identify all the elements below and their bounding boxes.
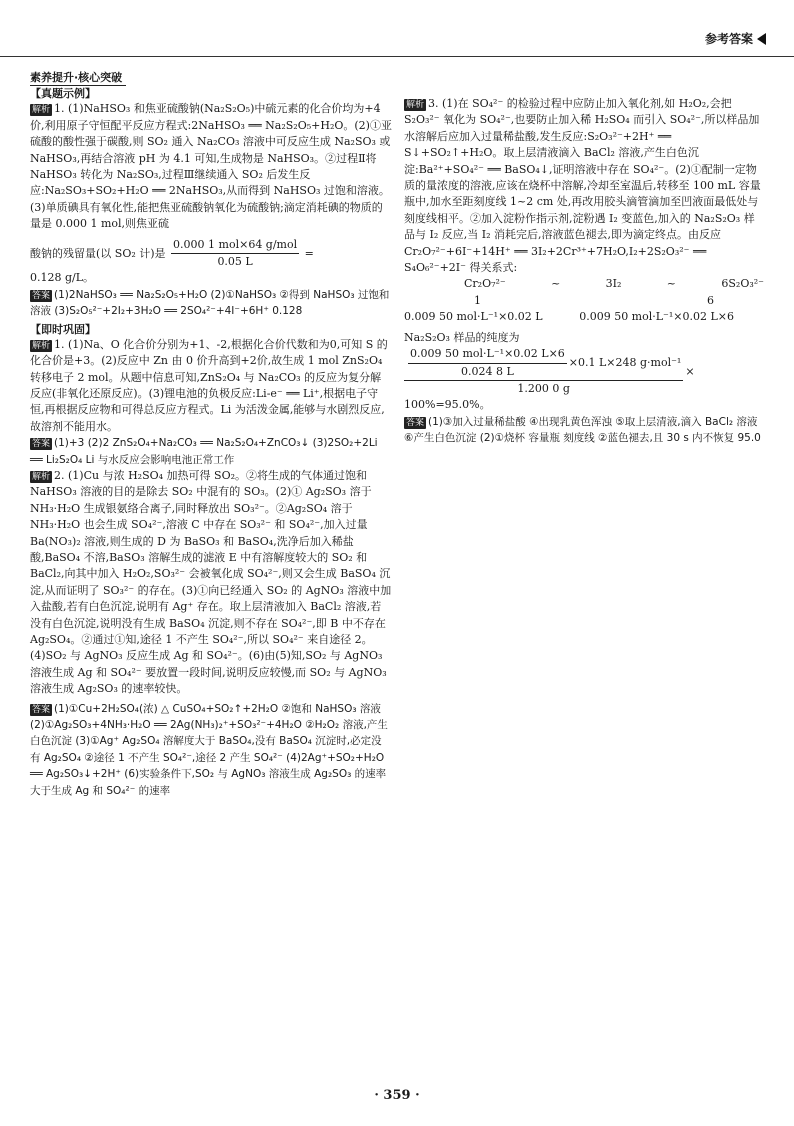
section-title: 素养提升·核心突破 — [30, 70, 126, 86]
header-divider — [0, 56, 794, 57]
relation-species: Cr₂O₇²⁻ ~ 3I₂ ~ 6S₂O₃²⁻ — [464, 277, 764, 291]
left-column — [30, 70, 392, 799]
purity-outer-fraction: $\frac{\text{0.009 50 mol·L⁻¹×0.02 L×6}}{0.024 8 L}$ ×0.1 L×248 g·mol⁻¹ 1.200 0 g — [404, 346, 683, 397]
page-number: · 359 · — [374, 1088, 420, 1103]
analysis-badge: 解析 — [32, 471, 51, 482]
q1-result: 0.128 g/L。 — [30, 271, 95, 285]
purity-label: Na₂S₂O₃ 样品的纯度为 — [404, 330, 520, 344]
purity-formula: $\frac{\text{0.009 50 mol·L⁻¹×0.02 L×6}}{0.024 8 L}$ ×0.1 L×248 g·mol⁻¹ 1.200 0 g × — [404, 346, 762, 397]
analysis-badge: 解析 — [32, 105, 51, 116]
header-title: 参考答案 — [705, 30, 766, 47]
relation-coefficients: 1 6 — [474, 293, 714, 307]
q1-fraction-line: 酸钠的残留量(以 SO₂ 计)是 $\frac{\text{0.000 1 mol×64 g/mol}}{0.05 L}$ = — [30, 237, 392, 271]
q3-analysis: 解析 2. (1)Cu 与浓 H₂SO₄ 加热可得 SO₂。②将生成的气体通过饱和 NaHSO₃ 溶液的目的是除去 SO₂ 中混有的 SO₃。(2)① Ag₂SO₃ 溶于 NH₃·H₂O 生成银氨络合离子,同时释放出 SO₃²⁻。②Ag₂SO₄ 溶于 NH₃·H₂O 也会生成 SO₄²⁻,溶液 C 中存在 SO₃²⁻ 和 SO₄²⁻,加入过量 Ba(NO₃)₂ 溶液,则生成的 D 为 BaSO₃ 和 BaSO₄,洗净后加入稀盐酸,BaSO₄ 不溶,BaSO₃ 溶解生成的滤液 E 中有溶解度较大的 SO₂ 和 BaCl₂,向其中加入 H₂O₂,SO₃²⁻ 会被氧化成 SO₄²⁻,则又会生成 BaSO₄ 沉淀,从而证明了 SO₃²⁻ 的存在。(3)①向已经通入 SO₂ 的 AgNO₃ 溶液中加入盐酸,若有白色沉淀,说明有 Ag⁺ 存在。取上层清液加入 BaCl₂ 溶液,若没有白色沉淀,说明没有生成 BaSO₄ 沉淀,则不存在 SO₄²⁻,即 B 中不存在 Ag₂SO₄。②通过①知,途径 1 不产生 SO₄²⁻,所以 SO₄²⁻ 来自途径 2。(4)SO₂ 与 AgNO₃ 反应生成 Ag 和 SO₄²⁻。(6)由(5)知,SO₂ 与 AgNO₃ 溶液生成 Ag 和 SO₄²⁻ 要放置一段时间,说明反应较慢,而 SO₂ 与 AgNO₃ 溶液生成 Ag₂SO₃ 的速率较快。 — [30, 468, 392, 696]
q3-answer: 答案 (1)①Cu+2H₂SO₄(浓) △ CuSO₄+SO₂↑+2H₂O ②饱和 NaHSO₃ 溶液 (2)①Ag₂SO₃+4NH₃·H₂O ══ 2Ag(NH₃)₂⁺+SO₃²⁻+4H₂O ②H₂O₂ 溶液,产生白色沉淀 (3)①Ag⁺ Ag₂SO₄ 溶解度大于 BaSO₄,没有 BaSO₄ 沉淀时,必定没有 Ag₂SO₄ ②途径 1 不产生 SO₄²⁻,途径 2 产生 SO₄²⁻ (4)2Ag⁺+SO₂+H₂O ══ Ag₂SO₃↓+2H⁺ (6)实验条件下,SO₂ 与 AgNO₃ 溶液生成 Ag₂SO₃ 的速率大于生成 Ag 和 SO₄²⁻ 的速率 — [30, 702, 388, 797]
q2-analysis: 解析 1. (1)Na、O 化合价分别为+1、-2,根据化合价代数和为0,可知 S 的化合价是+3。(2)反应中 Zn 由 0 价升高到+2价,故生成 1 mol ZnS₂O₄ 转移电子 2 mol。从题中信息可知,ZnS₂O₄ 与 Na₂CO₃ 的反应为复分解反应(非氧化还原反应)。(3)锂电池的负极反应:Li-e⁻ ══ Li⁺,根据电子守恒,再根据反应物和可得总反应方程式。Li 为活泼金属,能够与水剧烈反应,故溶剂不能用水。 — [30, 337, 388, 433]
purity-inner-fraction: $\frac{\text{0.009 50 mol·L⁻¹×0.02 L×6}}{0.024 8 L}$ — [410, 347, 565, 378]
q4-answer: 答案 (1)③加入过量稀盐酸 ④出现乳黄色浑浊 ⑤取上层清液,滴入 BaCl₂ 溶液 ⑥产生白色沉淀 (2)①烧杯 容量瓶 刻度线 ②蓝色褪去,且 30 s 内不恢复 95.0 — [404, 415, 761, 445]
relation-values: 0.009 50 mol·L⁻¹×0.02 L 0.009 50 mol·L⁻¹×0.02 L×6 — [404, 310, 734, 324]
analysis-badge: 解析 — [32, 340, 51, 351]
triangle-left-icon — [757, 33, 766, 45]
q1-analysis: 解析 1. (1)NaHSO₃ 和焦亚硫酸钠(Na₂S₂O₅)中硫元素的化合价均为+4价,利用原子守恒配平反应方程式:2NaHSO₃ ══ Na₂S₂O₅+H₂O。(2)①亚硫酸的酸性强于碳酸,则 SO₂ 通入 Na₂CO₃ 溶液中可反应生成 Na₂SO₃ 或 NaHSO₃,再结合溶液 pH 为 4.1 可知,生成物是 NaHSO₃。②过程Ⅱ将 NaHSO₃ 转化为 Na₂SO₃,过程Ⅲ继续通入 SO₂ 后发生反应:Na₂SO₃+SO₂+H₂O ══ 2NaHSO₃,从而得到 NaHSO₃ 过饱和溶液。(3)单质碘具有氧化性,能把焦亚硫酸钠氧化为硫酸钠;滴定消耗碘的物质的量是 0.000 1 mol,则焦亚硫 — [30, 102, 392, 231]
answer-badge: 答案 — [32, 704, 51, 715]
answer-badge: 答案 — [406, 417, 425, 428]
answer-badge: 答案 — [32, 290, 51, 301]
right-column — [404, 96, 762, 447]
q1-fraction: $\frac{\text{0.000 1 mol×64 g/mol}}{0.05 L}$ — [173, 237, 298, 269]
subsection-example: 【真题示例】 — [30, 87, 96, 101]
purity-result: 100%=95.0%。 — [404, 398, 491, 412]
q2-answer: 答案 (1)+3 (2)2 ZnS₂O₄+Na₂CO₃ ══ Na₂S₂O₄+ZnCO₃↓ (3)2SO₂+2Li ══ Li₂S₂O₄ Li 与水反应会影响电池正常工作 — [30, 437, 378, 466]
q1-answer: 答案 (1)2NaHSO₃ ══ Na₂S₂O₅+H₂O (2)①NaHSO₃ ②得到 NaHSO₃ 过饱和溶液 (3)S₂O₅²⁻+2I₂+3H₂O ══ 2SO₄²⁻+4I⁻+6H⁺ 0.128 — [30, 288, 390, 318]
answer-badge: 答案 — [32, 439, 51, 450]
analysis-badge: 解析 — [406, 100, 425, 110]
subsection-consolidate: 【即时巩固】 — [30, 322, 96, 336]
q4-analysis: 解析 3. (1)在 SO₄²⁻ 的检验过程中应防止加入氧化剂,如 H₂O₂,会把 S₂O₃²⁻ 氧化为 SO₄²⁻,也要防止加入稀 H₂SO₄ 而引入 SO₄²⁻,所以样品加水溶解后应加入过量稀盐酸,发生反应:S₂O₃²⁻+2H⁺ ══ S↓+SO₂↑+H₂O。取上层清液滴入 BaCl₂ 溶液,产生白色沉淀:Ba²⁺+SO₄²⁻ ══ BaSO₄↓,证明溶液中存在 SO₄²⁻。(2)①配制一定物质的量浓度的溶液,应该在烧杯中溶解,冷却至室温后,转移至 100 mL 容量瓶中,加水至距刻度线 1~2 cm 处,再改用胶头滴管滴加至凹液面最低处与刻度线相平。②加入淀粉作指示剂,淀粉遇 I₂ 变蓝色,加入的 Na₂S₂O₃ 样品与 I₂ 反应,当 I₂ 消耗完后,溶液蓝色褪去,即为滴定终点。由反应 Cr₂O₇²⁻+6I⁻+14H⁺ ══ 3I₂+2Cr³⁺+7H₂O,I₂+2S₂O₃²⁻ ══ S₄O₆²⁻+2I⁻ 得关系式: — [404, 97, 761, 275]
